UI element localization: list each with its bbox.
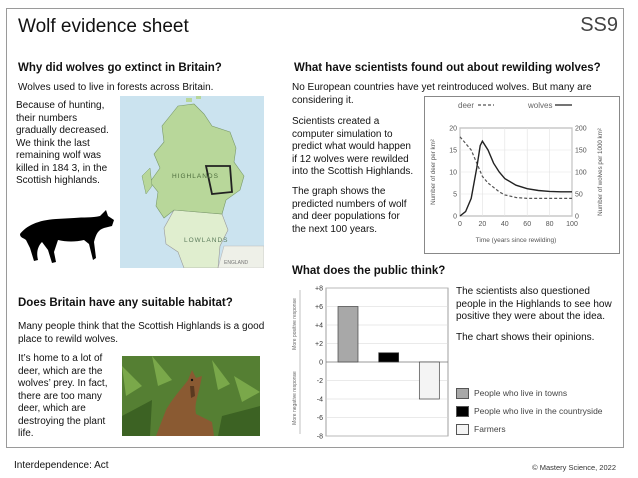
bar-legend	[456, 384, 626, 440]
x-tick-label: 20	[478, 221, 487, 228]
public-heading: What does the public think?	[292, 265, 446, 277]
deer-photo	[122, 356, 260, 436]
map-label-england: ENGLAND	[224, 260, 249, 266]
bar-legend-label: People who live in towns	[474, 388, 568, 398]
bar-y-tick-label: 0	[319, 359, 323, 367]
rewilding-heading: What have scientists found out about rewilding wolves?	[294, 62, 601, 74]
bar-y-label-positive: More positive response	[292, 298, 298, 350]
legend-label-wolves: wolves	[528, 101, 553, 110]
x-tick-label: 80	[545, 221, 554, 228]
bar-legend-item	[456, 402, 626, 420]
bar-y-tick-label: -2	[316, 378, 323, 385]
bar-legend-swatch	[456, 388, 469, 399]
bar-legend-label: People who live in the countryside	[474, 406, 603, 416]
extinct-heading: Why did wolves go extinct in Britain?	[18, 62, 222, 74]
bar-y-tick-label: -6	[316, 415, 323, 422]
map-label-highlands: HIGHLANDS	[172, 173, 219, 180]
bar-y-tick-label: +2	[315, 341, 323, 348]
x-tick-label: 0	[458, 221, 462, 228]
habitat-heading: Does Britain have any suitable habitat?	[18, 297, 233, 309]
y-left-tick-label: 10	[449, 169, 457, 177]
opinion-bar-chart	[286, 284, 454, 440]
bar-y-label-negative: More negative response	[292, 371, 298, 425]
extinct-intro: Wolves used to live in forests across Britain.	[18, 82, 214, 93]
bar-y-tick-label: +6	[315, 304, 323, 311]
extinct-body: Because of hunting, their numbers gradually decreased. We think the last remaining wolf was killed in 184 3, in the Scottish highlands.	[16, 100, 109, 186]
legend-label-deer: deer	[458, 101, 475, 110]
footer-copyright: © Mastery Science, 2022	[532, 463, 616, 472]
wolf-silhouette-icon	[16, 206, 116, 268]
population-line-chart	[424, 96, 620, 254]
bar-1	[338, 307, 358, 363]
bar-y-tick-label: -8	[316, 433, 323, 440]
rewilding-para-1: Scientists created a computer simulation to predict what would happen if 12 wolves were rewilded into the Scottish Highlands.	[292, 116, 414, 177]
x-axis-label: Time (years since rewilding)	[475, 237, 557, 244]
bar-legend-item	[456, 384, 626, 402]
y-right-tick-label: 50	[575, 191, 583, 199]
habitat-intro: Many people think that the Scottish Highlands is a good place to rewild wolves.	[18, 321, 265, 345]
rewilding-intro: No European countries have yet reintroduced wolves. But many are considering it.	[292, 82, 592, 106]
y-right-tick-label: 150	[575, 147, 587, 155]
y-left-tick-label: 5	[453, 191, 457, 199]
habitat-body: It’s home to a lot of deer, which are the wolves’ prey. In fact, there are too many deer, which are destroying the plant life.	[18, 353, 108, 439]
rewilding-para-2: The graph shows the predicted numbers of wolf and deer populations for the next 100 years.	[292, 186, 407, 235]
y-axis-left-label: Number of deer per km²	[430, 139, 437, 205]
x-tick-label: 60	[523, 221, 532, 228]
x-tick-label: 100	[566, 221, 578, 228]
page-title: Wolf evidence sheet	[18, 16, 189, 37]
public-para-1: The scientists also questioned people in the Highlands to see how positive they were about the idea.	[456, 286, 612, 322]
bar-y-tick-label: -4	[316, 396, 323, 404]
bar-3	[419, 362, 439, 399]
y-axis-right-label: Number of wolves per 1000 km²	[597, 128, 604, 216]
bar-y-tick-label: +4	[315, 322, 323, 330]
public-para-2: The chart shows their opinions.	[456, 332, 595, 343]
scotland-map	[120, 96, 264, 268]
y-right-tick-label: 0	[575, 213, 579, 221]
bar-y-tick-label: +8	[315, 285, 323, 293]
y-right-tick-label: 200	[575, 125, 587, 133]
footer-topic: Interdependence: Act	[14, 460, 109, 471]
sheet-code: SS9	[580, 14, 618, 36]
y-left-tick-label: 20	[449, 125, 457, 133]
y-right-tick-label: 100	[575, 169, 587, 177]
bar-legend-swatch	[456, 406, 469, 417]
bar-2	[379, 353, 399, 362]
map-label-lowlands: LOWLANDS	[184, 237, 229, 244]
bar-legend-label: Farmers	[474, 424, 506, 434]
y-left-tick-label: 15	[449, 147, 457, 155]
y-left-tick-label: 0	[453, 213, 457, 221]
x-tick-label: 40	[500, 221, 509, 228]
bar-legend-item	[456, 420, 626, 438]
bar-legend-swatch	[456, 424, 469, 435]
